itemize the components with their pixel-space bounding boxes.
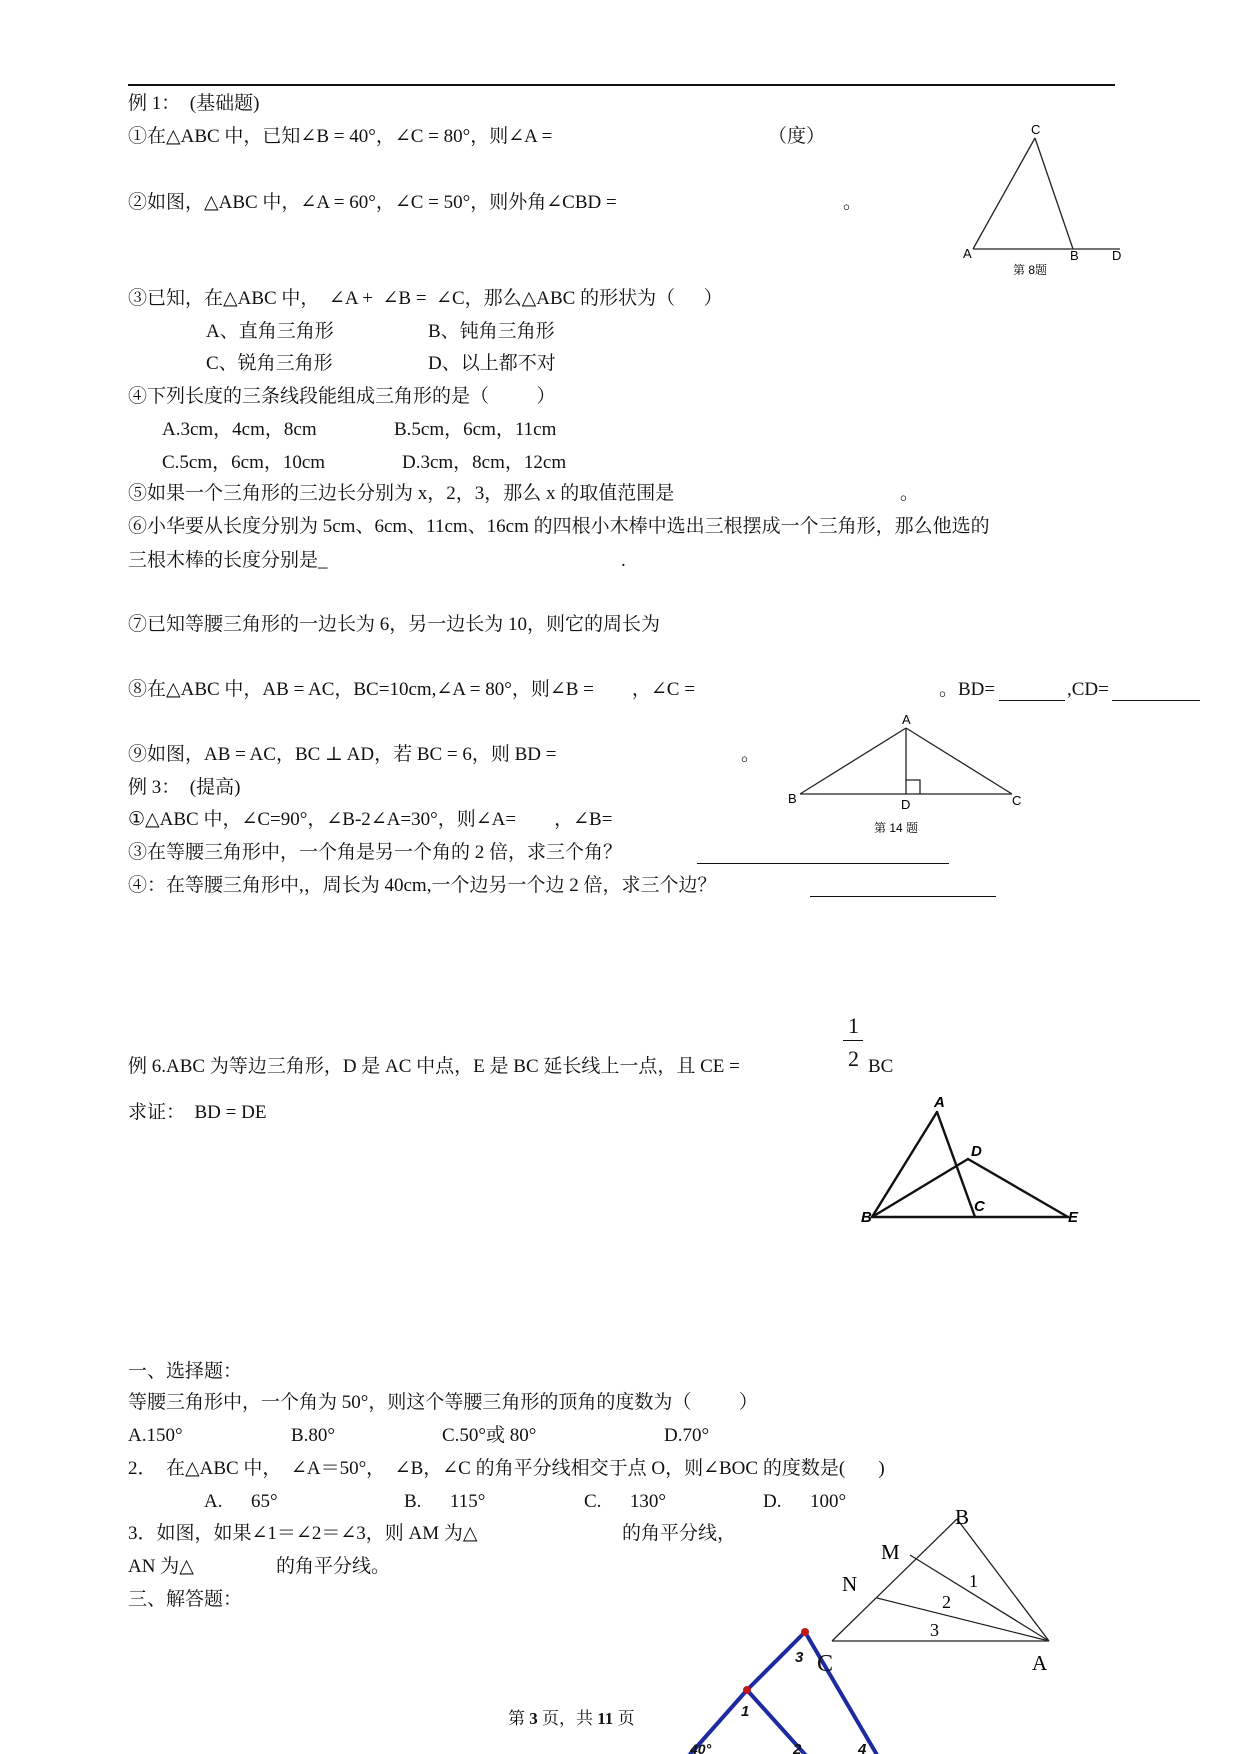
section1-q3-line2: AN 为△ xyxy=(128,1556,194,1577)
footer-middle: 页，共 xyxy=(537,1709,598,1728)
bottom-vertex-mid xyxy=(743,1686,751,1694)
ex6-label-c: C xyxy=(974,1198,985,1215)
example3-q4-blank xyxy=(810,878,996,897)
section1-q3-line1-end: 的角平分线， xyxy=(622,1523,737,1544)
q3-option-d: D、以上都不对 xyxy=(428,353,556,374)
bottom-label-c: C xyxy=(817,1651,834,1677)
q8-bd-blank xyxy=(999,682,1065,701)
example1-q6-line1: ⑥小华要从长度分别为 5cm、6cm、11cm、16cm 的四根小木棒中选出三根摆成一个三角形，那么他选的 xyxy=(128,516,990,537)
section1-q3-line1: 3．如图，如果∠1＝∠2＝∠3，则 AM 为△ xyxy=(128,1523,478,1544)
bottom-angle-40: 40° xyxy=(690,1741,712,1754)
example1-q1: ①在△ABC 中，已知∠B = 40°，∠C = 80°，则∠A = xyxy=(128,126,553,147)
q3-label-b: B xyxy=(955,1505,970,1529)
q3-angle-1: 1 xyxy=(969,1571,978,1591)
example1-q9-end: 。 xyxy=(741,744,761,765)
example6-line2: 求证： BD = DE xyxy=(128,1102,267,1123)
q3-angle-2: 2 xyxy=(942,1592,951,1612)
q3-label-a: A xyxy=(1032,1651,1048,1675)
q3-label-m: M xyxy=(881,1540,900,1564)
section1-q2-option-a: A. 65° xyxy=(204,1491,278,1512)
example1-q8-cd: ,CD= xyxy=(1067,679,1109,700)
example3-q3-blank xyxy=(697,845,949,864)
bottom-angle-1: 1 xyxy=(741,1703,750,1720)
footer-suffix: 页 xyxy=(613,1709,635,1728)
fig14-right-angle-mark xyxy=(906,780,920,794)
fig8-label-c: C xyxy=(1031,122,1041,137)
bottom-angle-4: 4 xyxy=(858,1741,867,1754)
example1-q6-end: . xyxy=(621,550,626,571)
example3-heading: 例 3： (提高) xyxy=(128,777,241,798)
q4-option-b: B.5cm，6cm，11cm xyxy=(394,419,557,440)
example1-q2-end: 。 xyxy=(843,192,863,213)
bottom-angle-3: 3 xyxy=(795,1649,804,1666)
example3-q1: ①△ABC 中，∠C=90°，∠B-2∠A=30°，则∠A= ，∠B= xyxy=(128,809,613,830)
fig14-label-a: A xyxy=(902,712,911,727)
section1-heading: 一、选择题： xyxy=(128,1361,243,1382)
footer-total-pages: 11 xyxy=(597,1709,614,1728)
page-footer xyxy=(508,1710,635,1727)
section1-q2: 2． 在△ABC 中， ∠A＝50°， ∠B，∠C 的角平分线相交于点 O，则∠BOC 的度数是( ) xyxy=(128,1458,885,1479)
example1-q4: ④下列长度的三条线段能组成三角形的是（ ） xyxy=(128,386,556,407)
example1-q5: ⑤如果一个三角形的三边长分别为 x，2，3，那么 x 的取值范围是 xyxy=(128,483,675,504)
figure-14 xyxy=(780,708,1040,838)
fig8-label-d: D xyxy=(1112,248,1122,263)
example1-q9: ⑨如图，AB = AC，BC ⊥ AD，若 BC = 6，则 BD = xyxy=(128,744,557,765)
example1-q5-end: 。 xyxy=(900,483,920,504)
example6-fraction-bar xyxy=(843,1040,863,1041)
example3-q4: ④：在等腰三角形中,，周长为 40cm,一个边另一个边 2 倍，求三个边？ xyxy=(128,875,717,896)
footer-prefix: 第 xyxy=(508,1709,530,1728)
figure-example6 xyxy=(858,1092,1088,1232)
fig8-label-a: A xyxy=(963,246,972,261)
ex6-segment-bd xyxy=(872,1159,968,1217)
header-rule xyxy=(128,84,1115,86)
example1-q8-bd: 。BD= xyxy=(939,679,996,700)
fig14-side-ab xyxy=(800,728,906,794)
example6-fraction-numerator: 1 xyxy=(848,1013,859,1038)
bottom-angle-2: 2 xyxy=(793,1741,802,1754)
section1-q1-option-d: D.70° xyxy=(664,1425,710,1446)
ex6-label-e: E xyxy=(1068,1209,1079,1226)
ex6-label-d: D xyxy=(971,1143,982,1160)
section1-q2-option-c: C. 130° xyxy=(584,1491,667,1512)
section3-heading: 三、解答题： xyxy=(128,1589,243,1610)
example1-q3: ③已知，在△ABC 中， ∠A + ∠B = ∠C，那么△ABC 的形状为（ ） xyxy=(128,288,723,309)
example6-line1: 例 6.ABC 为等边三角形，D 是 AC 中点，E 是 BC 延长线上一点，且 CE = xyxy=(128,1056,740,1077)
fig8-label-b: B xyxy=(1070,248,1079,263)
ex6-side-ac xyxy=(937,1112,975,1217)
example3-q3: ③在等腰三角形中，一个角是另一个角的 2 倍，求三个角？ xyxy=(128,842,623,863)
example1-q2: ②如图，△ABC 中，∠A = 60°，∠C = 50°，则外角∠CBD = xyxy=(128,192,617,213)
q3-option-b: B、钝角三角形 xyxy=(428,321,555,342)
footer-current-page: 3 xyxy=(529,1709,538,1728)
section1-q2-option-d: D. 100° xyxy=(763,1491,847,1512)
fig14-label-c: C xyxy=(1012,793,1022,808)
section1-q3-line2-end: 的角平分线。 xyxy=(276,1556,391,1577)
q8-cd-blank xyxy=(1112,682,1200,701)
fig8-caption: 第 8题 xyxy=(1013,263,1048,277)
fig14-caption: 第 14 题 xyxy=(874,821,919,835)
q3-option-c: C、锐角三角形 xyxy=(206,353,333,374)
figure-8 xyxy=(955,118,1135,277)
q4-option-c: C.5cm，6cm，10cm xyxy=(162,452,326,473)
section1-q1-option-a: A.150° xyxy=(128,1425,183,1446)
q4-option-d: D.3cm，8cm，12cm xyxy=(402,452,567,473)
section1-q1-option-b: B.80° xyxy=(291,1425,336,1446)
example1-heading: 例 1： (基础题) xyxy=(128,93,260,114)
q3-angle-3: 3 xyxy=(930,1620,939,1640)
example1-q6-line2: 三根木棒的长度分别是_ xyxy=(128,550,328,571)
example1-q7: ⑦已知等腰三角形的一边长为 6，另一边长为 10，则它的周长为 xyxy=(128,614,661,635)
ex6-label-b: B xyxy=(861,1209,872,1226)
ex6-side-ab xyxy=(872,1112,937,1217)
fig8-side-cb xyxy=(1035,138,1073,249)
example1-q8: ⑧在△ABC 中，AB = AC，BC=10cm,∠A = 80°，则∠B = ，∠C = xyxy=(128,679,695,700)
section1-q1-option-c: C.50°或 80° xyxy=(442,1425,537,1446)
q3-option-a: A、直角三角形 xyxy=(206,321,334,342)
fig14-label-b: B xyxy=(788,791,797,806)
section1-q1: 等腰三角形中，一个角为 50°，则这个等腰三角形的顶角的度数为（ ） xyxy=(128,1392,758,1413)
fig14-label-d: D xyxy=(901,797,911,812)
fig14-side-ac xyxy=(906,728,1012,794)
example6-fraction-suffix: BC xyxy=(868,1056,894,1077)
ex6-label-a: A xyxy=(934,1094,945,1111)
q3-label-n: N xyxy=(842,1572,858,1596)
figure-bottom xyxy=(660,1620,920,1754)
section1-q2-option-b: B. 115° xyxy=(404,1491,486,1512)
bottom-vertex-top xyxy=(801,1628,809,1636)
q4-option-a: A.3cm，4cm，8cm xyxy=(162,419,317,440)
example1-q1-unit: （度） xyxy=(768,126,826,147)
fig8-side-ac xyxy=(973,138,1035,249)
example6-fraction-denominator: 2 xyxy=(848,1046,859,1071)
